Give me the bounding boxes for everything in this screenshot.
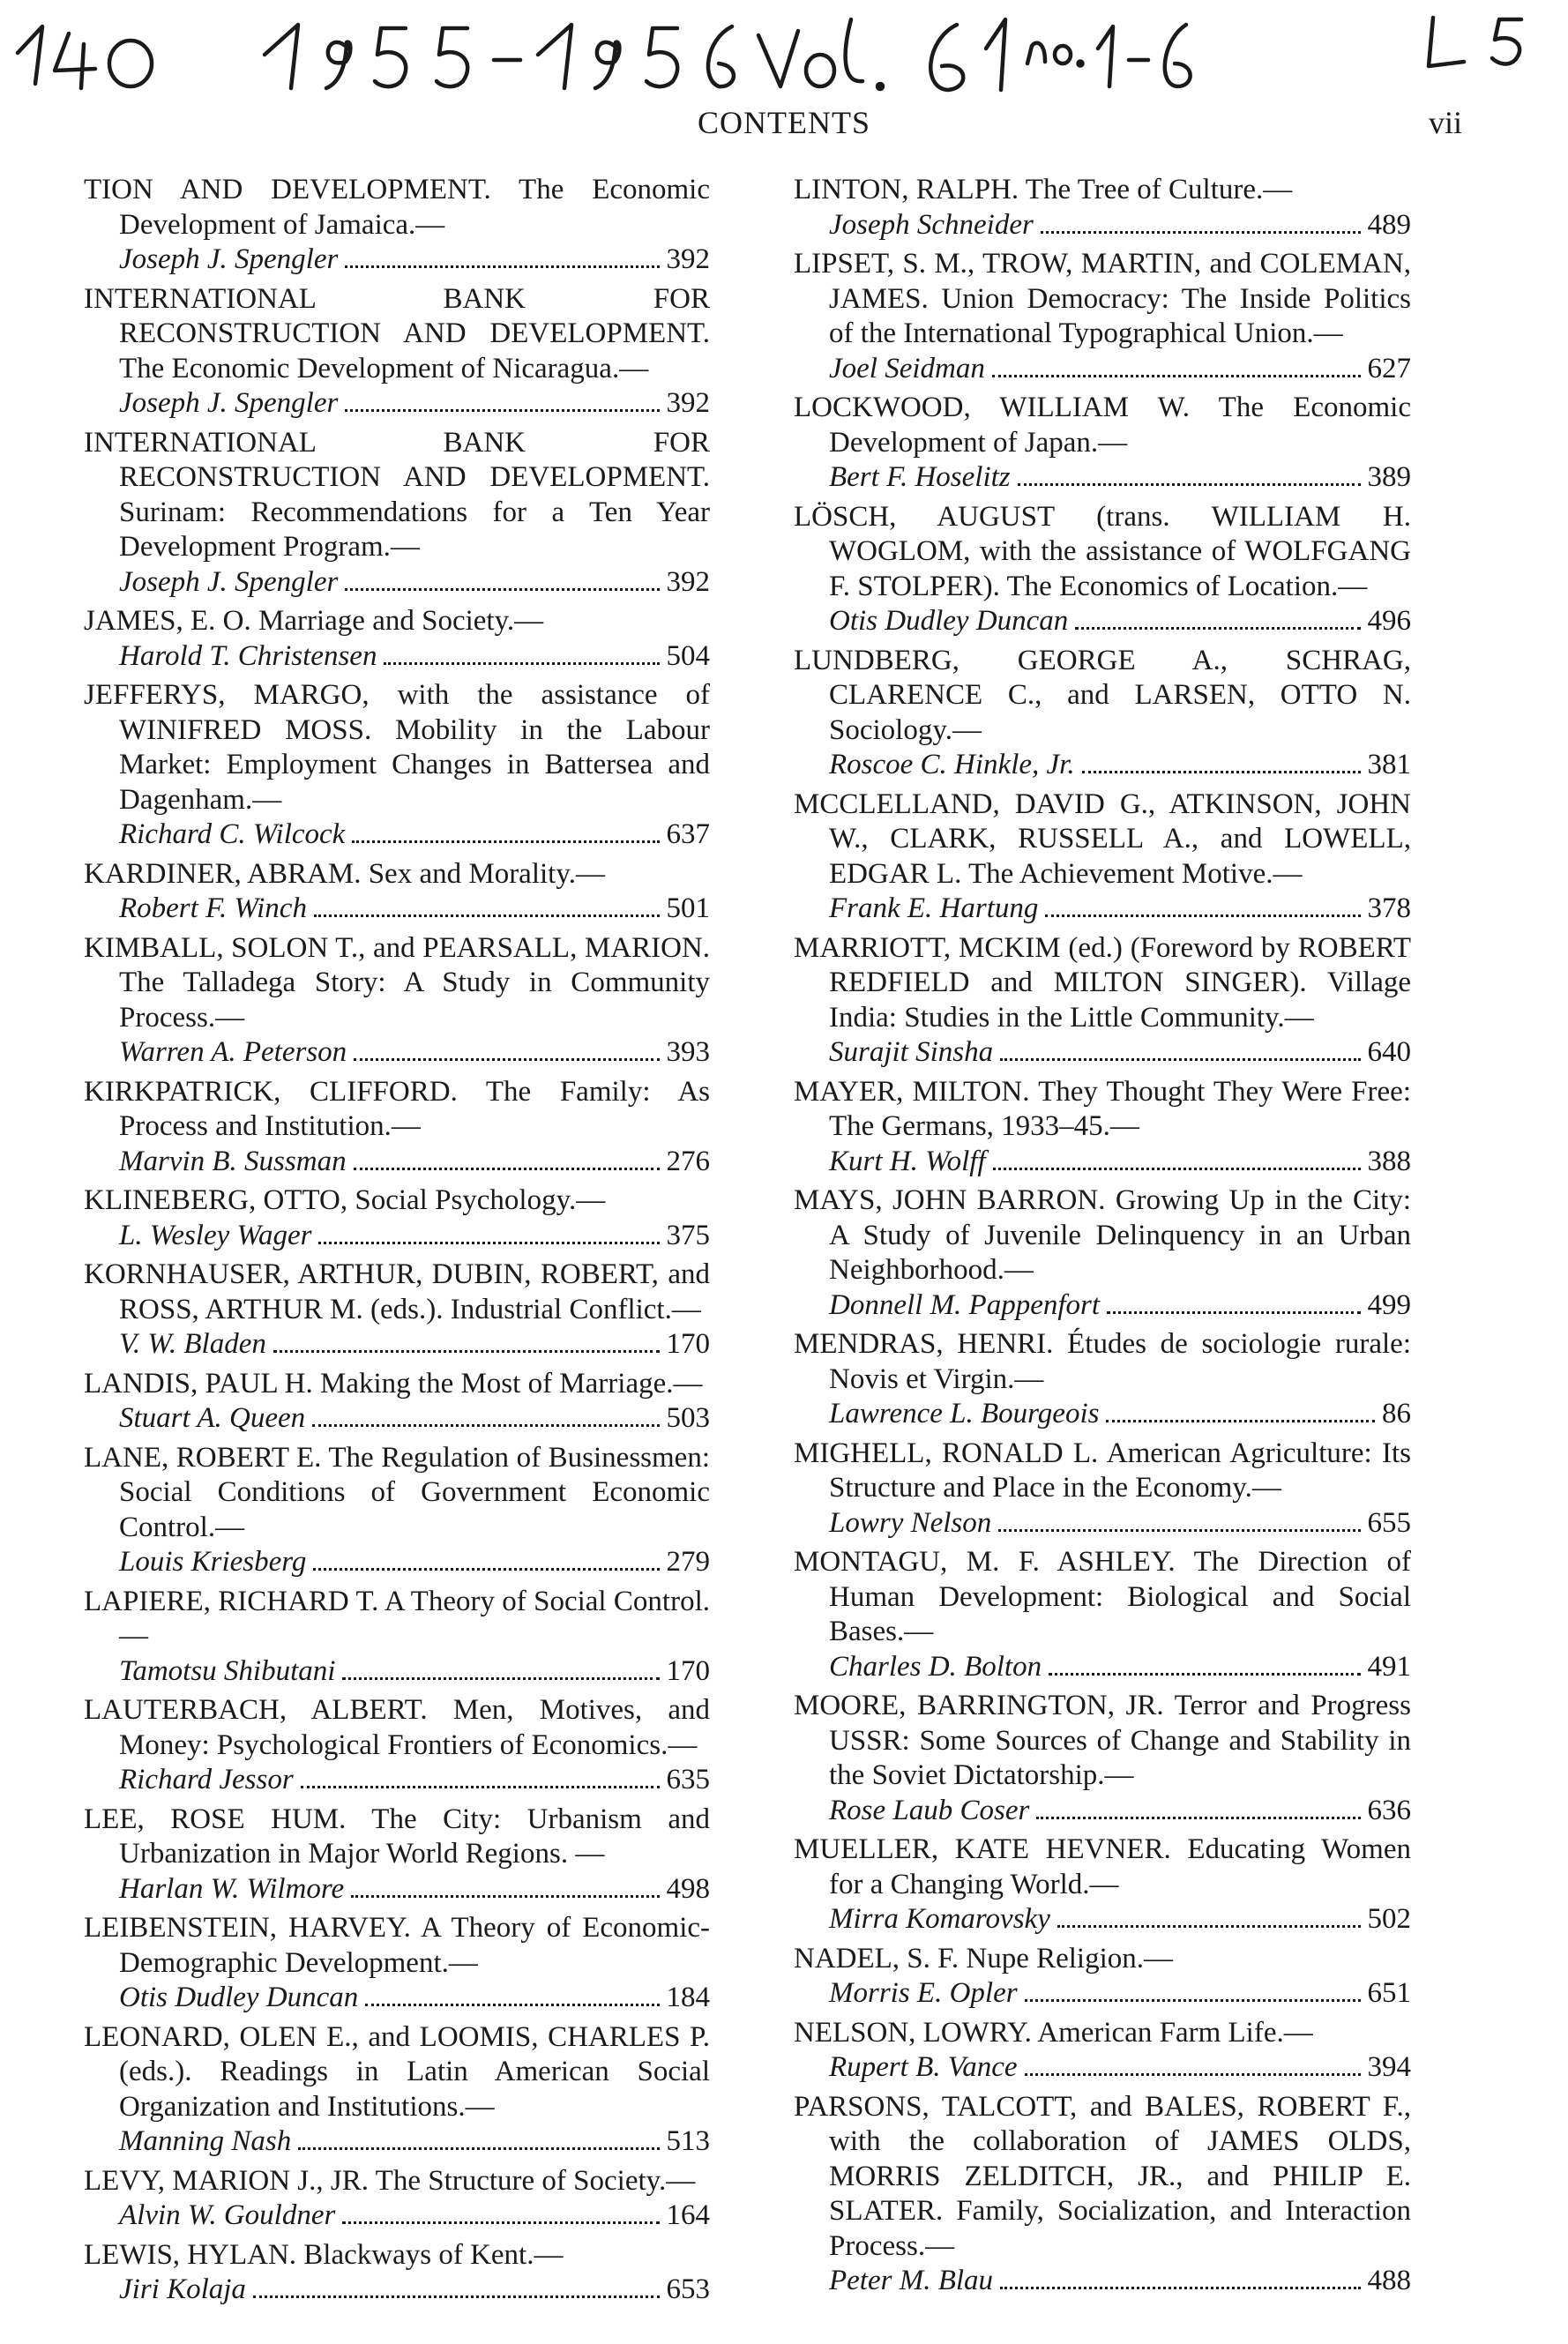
- entry-reviewer-line: [119, 1327, 710, 1362]
- running-title: CONTENTS: [698, 105, 870, 140]
- entry-reviewer-line: [829, 352, 1411, 387]
- entry-title: KLINEBERG, OTTO, Social Psychology.—: [84, 1184, 606, 1216]
- entry-reviewer-line: [119, 386, 710, 422]
- index-entry: [84, 282, 710, 422]
- index-entry: [84, 1585, 710, 1690]
- entry-reviewer-line: [119, 892, 710, 927]
- entry-reviewer-line: [119, 565, 710, 601]
- entry-reviewer: Rose Laub Coser: [829, 1794, 1030, 1826]
- entry-title: MONTAGU, M. F. ASHLEY. The Direction of Human Development: Biological and Social Bases.—: [794, 1546, 1411, 1647]
- entry-title: LOCKWOOD, WILLIAM W. The Economic Development of Japan.—: [794, 392, 1411, 459]
- entry-reviewer-line: [119, 2273, 710, 2308]
- entry-title: LUNDBERG, GEORGE A., SCHRAG, CLARENCE C., and LARSEN, OTTO N. Sociology.—: [794, 644, 1411, 746]
- entry-reviewer: Bert F. Hoselitz: [829, 461, 1011, 493]
- entry-reviewer-line: [119, 1545, 710, 1580]
- entry-page-number: 501: [666, 892, 710, 924]
- entry-reviewer-line: [829, 208, 1411, 243]
- page-number: vii: [1428, 105, 1462, 140]
- index-entry: [84, 604, 710, 674]
- entry-title: MOORE, BARRINGTON, JR. Terror and Progress USSR: Some Sources of Change and Stability in the Soviet Dictatorship.—: [794, 1690, 1411, 1791]
- entry-reviewer-line: [119, 1981, 710, 2016]
- dot-leader: [273, 1350, 660, 1353]
- entry-reviewer-line: [829, 1650, 1411, 1685]
- index-entry: [84, 857, 710, 927]
- entry-reviewer-line: [829, 2264, 1411, 2299]
- entry-reviewer-line: [119, 1145, 710, 1180]
- dot-leader: [1041, 231, 1361, 234]
- dot-leader: [342, 2221, 659, 2224]
- entry-page-number: 392: [666, 243, 710, 275]
- dot-leader: [301, 1786, 660, 1788]
- index-entry: [84, 2020, 710, 2160]
- index-entry: [84, 1258, 710, 1362]
- entry-reviewer-line: [119, 1872, 710, 1907]
- dot-leader: [345, 409, 659, 412]
- entry-title: MIGHELL, RONALD L. American Agriculture: Its Structure and Place in the Economy.—: [794, 1437, 1411, 1504]
- entry-title: LAUTERBACH, ALBERT. Men, Motives, and Money: Psychological Frontiers of Economics.—: [84, 1694, 710, 1761]
- index-entry: [794, 1833, 1411, 1937]
- entry-page-number: 499: [1367, 1288, 1411, 1321]
- entry-reviewer: Richard C. Wilcock: [119, 818, 346, 850]
- entry-reviewer: Morris E. Opler: [829, 1977, 1018, 2009]
- index-entry: [794, 2090, 1411, 2299]
- entry-page-number: 170: [666, 1328, 710, 1360]
- index-entry: [794, 1183, 1411, 1323]
- entry-title: KIRKPATRICK, CLIFFORD. The Family: As Process and Institution.—: [84, 1075, 710, 1142]
- entry-reviewer: Tamotsu Shibutani: [119, 1654, 336, 1687]
- entry-reviewer-line: [829, 604, 1411, 639]
- entry-reviewer: Joel Seidman: [829, 352, 985, 384]
- dot-leader: [354, 1058, 659, 1061]
- dot-leader: [313, 1568, 659, 1571]
- entry-page-number: 491: [1367, 1650, 1411, 1683]
- entry-page-number: 86: [1382, 1398, 1411, 1430]
- entry-title: LEE, ROSE HUM. The City: Urbanism and Urbanization in Major World Regions. —: [84, 1803, 710, 1870]
- entry-reviewer-line: [829, 460, 1411, 496]
- dot-leader: [998, 1529, 1360, 1532]
- entry-page-number: 184: [666, 1982, 710, 2013]
- entry-reviewer: Lowry Nelson: [829, 1506, 992, 1539]
- dot-leader: [1000, 1058, 1360, 1061]
- entry-reviewer-line: [829, 1397, 1411, 1432]
- entry-page-number: 513: [666, 2125, 710, 2157]
- entry-title: LÖSCH, AUGUST (trans. WILLIAM H. WOGLOM, with the assistance of WOLFGANG F. STOLPER). The Economics of Location.—: [794, 500, 1411, 602]
- entry-page-number: 394: [1367, 2051, 1411, 2083]
- entry-reviewer-line: [119, 1401, 710, 1437]
- entry-page-number: 378: [1367, 892, 1411, 924]
- entry-page-number: 393: [666, 1036, 710, 1068]
- dot-leader: [352, 840, 659, 843]
- index-entry: [794, 391, 1411, 496]
- entry-reviewer: Frank E. Hartung: [829, 892, 1039, 924]
- entry-page-number: 627: [1367, 352, 1411, 384]
- index-entry: [794, 1545, 1411, 1684]
- dot-leader: [345, 265, 659, 268]
- entry-reviewer: Marvin B. Sussman: [119, 1145, 347, 1177]
- entry-page-number: 381: [1367, 749, 1411, 780]
- index-entry: [794, 1689, 1411, 1828]
- index-entry: [794, 1942, 1411, 2012]
- dot-leader: [993, 1168, 1361, 1170]
- entry-title: JAMES, E. O. Marriage and Society.—: [84, 605, 544, 637]
- entry-reviewer-line: [829, 1145, 1411, 1180]
- entry-title: INTERNATIONAL BANK FOR RECONSTRUCTION AND DEVELOPMENT. The Economic Development of Nicaragua.—: [84, 282, 710, 384]
- entry-page-number: 496: [1367, 605, 1411, 637]
- entry-page-number: 170: [666, 1654, 710, 1687]
- index-entry: [84, 1441, 710, 1580]
- entry-title: PARSONS, TALCOTT, and BALES, ROBERT F., with the collaboration of JAMES OLDS, MORRIS ZELDITCH, JR., and PHILIP E. SLATER. Family, Socialization, and Interaction Process.—: [794, 2090, 1411, 2262]
- entry-reviewer: Kurt H. Wolff: [829, 1145, 986, 1177]
- entry-reviewer-line: [829, 1288, 1411, 1324]
- entry-title: MAYS, JOHN BARRON. Growing Up in the City: A Study of Juvenile Delinquency in an Urban Neighborhood.—: [794, 1184, 1411, 1286]
- index-entry: [84, 678, 710, 853]
- dot-leader: [1049, 1673, 1360, 1676]
- entry-reviewer: L. Wesley Wager: [119, 1219, 312, 1251]
- entry-reviewer: Warren A. Peterson: [119, 1036, 347, 1068]
- entry-page-number: 640: [1367, 1036, 1411, 1068]
- entry-page-number: 636: [1367, 1794, 1411, 1826]
- entry-reviewer-line: [119, 2198, 710, 2234]
- index-entry: [84, 1075, 710, 1180]
- entry-page-number: 164: [666, 2199, 710, 2231]
- entry-reviewer: V. W. Bladen: [119, 1328, 266, 1360]
- dot-leader: [354, 1168, 660, 1170]
- entry-page-number: 504: [666, 639, 710, 672]
- index-entry: [84, 1803, 710, 1907]
- index-entry: [84, 426, 710, 601]
- dot-leader: [1045, 914, 1360, 917]
- dot-leader: [253, 2295, 660, 2298]
- entry-reviewer-line: [829, 748, 1411, 783]
- dot-leader: [1107, 1311, 1360, 1314]
- entry-title: MENDRAS, HENRI. Études de sociologie rurale: Novis et Virgin.—: [794, 1328, 1411, 1395]
- index-entry: [794, 644, 1411, 783]
- dot-leader: [312, 1424, 659, 1427]
- entry-title: KARDINER, ABRAM. Sex and Morality.—: [84, 857, 605, 890]
- entry-reviewer: Harold T. Christensen: [119, 639, 377, 672]
- dot-leader: [1025, 2073, 1361, 2076]
- entry-reviewer-line: [119, 2124, 710, 2160]
- entry-reviewer-line: [119, 1654, 710, 1690]
- entry-title: KORNHAUSER, ARTHUR, DUBIN, ROBERT, and ROSS, ARTHUR M. (eds.). Industrial Conflict.—: [84, 1258, 710, 1325]
- entry-title: NELSON, LOWRY. American Farm Life.—: [794, 2016, 1313, 2049]
- index-entry: [794, 931, 1411, 1071]
- dot-leader: [384, 662, 659, 665]
- entry-page-number: 392: [666, 565, 710, 598]
- index-entry: [794, 1437, 1411, 1542]
- entry-page-number: 488: [1367, 2265, 1411, 2296]
- dot-leader: [1025, 1999, 1361, 2002]
- entry-reviewer: Joseph J. Spengler: [119, 387, 339, 419]
- entry-title: MCCLELLAND, DAVID G., ATKINSON, JOHN W., CLARK, RUSSELL A., and LOWELL, EDGAR L. The Achievement Motive.—: [794, 788, 1411, 890]
- entry-title: LEVY, MARION J., JR. The Structure of Society.—: [84, 2164, 696, 2197]
- entry-reviewer-line: [829, 1976, 1411, 2012]
- entry-page-number: 498: [666, 1872, 710, 1905]
- entry-reviewer-line: [119, 243, 710, 278]
- entry-title: MUELLER, KATE HEVNER. Educating Women for a Changing World.—: [794, 1833, 1411, 1900]
- entry-title: MAYER, MILTON. They Thought They Were Free: The Germans, 1933–45.—: [794, 1075, 1411, 1142]
- entry-page-number: 389: [1367, 461, 1411, 493]
- dot-leader: [314, 914, 660, 917]
- dot-leader: [1000, 2287, 1360, 2289]
- entry-reviewer-line: [119, 817, 710, 853]
- entry-title: LEIBENSTEIN, HARVEY. A Theory of Economic-Demographic Development.—: [84, 1912, 710, 1979]
- index-entry: [84, 173, 710, 278]
- dot-leader: [345, 588, 659, 591]
- entry-reviewer-line: [829, 892, 1411, 927]
- entry-page-number: 375: [666, 1219, 710, 1251]
- index-column-right: [794, 173, 1411, 2303]
- entry-reviewer: Otis Dudley Duncan: [119, 1982, 359, 2013]
- entry-reviewer: Stuart A. Queen: [119, 1402, 306, 1434]
- entry-reviewer: Rupert B. Vance: [829, 2051, 1018, 2083]
- entry-page-number: 655: [1367, 1506, 1411, 1539]
- entry-page-number: 392: [666, 387, 710, 419]
- dot-leader: [1036, 1817, 1360, 1819]
- entry-reviewer: Lawrence L. Bourgeois: [829, 1398, 1100, 1430]
- entry-reviewer-line: [829, 2050, 1411, 2086]
- dot-leader: [342, 1677, 659, 1680]
- entry-title: LAPIERE, RICHARD T. A Theory of Social Control.—: [84, 1585, 710, 1652]
- dot-leader: [1057, 1925, 1361, 1928]
- entry-title: LEONARD, OLEN E., and LOOMIS, CHARLES P. (eds.). Readings in Latin American Social Organization and Institutions.—: [84, 2020, 710, 2123]
- entry-title: INTERNATIONAL BANK FOR RECONSTRUCTION AND DEVELOPMENT. Surinam: Recommendations for a Ten Year Development Program.—: [84, 426, 710, 563]
- index-entry: [794, 788, 1411, 927]
- entry-reviewer: Joseph Schneider: [829, 208, 1034, 241]
- dot-leader: [1075, 627, 1360, 630]
- entry-page-number: 489: [1367, 208, 1411, 241]
- entry-reviewer: Charles D. Bolton: [829, 1650, 1042, 1683]
- dot-leader: [1106, 1420, 1375, 1422]
- index-entry: [84, 1367, 710, 1437]
- dot-leader: [318, 1242, 659, 1244]
- entry-reviewer-line: [119, 1219, 710, 1254]
- index-entry: [84, 1911, 710, 2016]
- entry-title: LANDIS, PAUL H. Making the Most of Marriage.—: [84, 1367, 703, 1400]
- index-entry: [84, 1183, 710, 1253]
- entry-reviewer: Peter M. Blau: [829, 2265, 994, 2296]
- entry-title: TION AND DEVELOPMENT. The Economic Development of Jamaica.—: [84, 174, 710, 241]
- entry-reviewer: Harlan W. Wilmore: [119, 1872, 345, 1905]
- entry-reviewer: Manning Nash: [119, 2125, 292, 2157]
- entry-reviewer: Robert F. Winch: [119, 892, 307, 924]
- index-entry: [794, 1327, 1411, 1432]
- index-entry: [84, 1693, 710, 1798]
- entry-page-number: 279: [666, 1546, 710, 1578]
- entry-title: KIMBALL, SOLON T., and PEARSALL, MARION. The Talladega Story: A Study in Community Process.—: [84, 931, 710, 1034]
- entry-reviewer: Louis Kriesberg: [119, 1546, 307, 1578]
- entry-reviewer-line: [829, 1902, 1411, 1937]
- entry-page-number: 503: [666, 1402, 710, 1434]
- index-entry: [794, 247, 1411, 386]
- handwritten-annotation: [0, 0, 1568, 97]
- entry-title: LEWIS, HYLAN. Blackways of Kent.—: [84, 2238, 564, 2271]
- index-entry: [84, 2238, 710, 2308]
- index-entry: [84, 931, 710, 1071]
- index-column-left: [84, 173, 710, 2312]
- entry-reviewer-line: [119, 1763, 710, 1798]
- index-entry: [84, 2164, 710, 2234]
- entry-reviewer: Joseph J. Spengler: [119, 243, 339, 275]
- dot-leader: [992, 375, 1361, 377]
- index-entry: [794, 1075, 1411, 1180]
- entry-page-number: 276: [666, 1145, 710, 1177]
- index-entry: [794, 2016, 1411, 2086]
- dot-leader: [1082, 771, 1361, 773]
- dot-leader: [298, 2147, 659, 2150]
- entry-title: MARRIOTT, MCKIM (ed.) (Foreword by ROBERT REDFIELD and MILTON SINGER). Village India: Studies in the Little Community.—: [794, 931, 1411, 1034]
- entry-title: LANE, ROBERT E. The Regulation of Businessmen: Social Conditions of Government Economic Control.—: [84, 1441, 710, 1543]
- entry-reviewer-line: [829, 1035, 1411, 1071]
- entry-reviewer: Donnell M. Pappenfort: [829, 1288, 1101, 1321]
- dot-leader: [1018, 483, 1361, 486]
- entry-page-number: 388: [1367, 1145, 1411, 1177]
- entry-reviewer: Otis Dudley Duncan: [829, 605, 1069, 637]
- entry-page-number: 637: [666, 818, 710, 850]
- entry-page-number: 635: [666, 1764, 710, 1795]
- entry-title: NADEL, S. F. Nupe Religion.—: [794, 1942, 1174, 1974]
- entry-reviewer: Richard Jessor: [119, 1764, 294, 1795]
- entry-reviewer: Mirra Komarovsky: [829, 1903, 1050, 1935]
- entry-reviewer-line: [829, 1794, 1411, 1829]
- entry-title: LINTON, RALPH. The Tree of Culture.—: [794, 174, 1293, 205]
- index-entry: [794, 500, 1411, 639]
- dot-leader: [365, 2004, 659, 2006]
- entry-reviewer: Joseph J. Spengler: [119, 565, 339, 598]
- index-entry: [794, 173, 1411, 243]
- entry-page-number: 651: [1367, 1977, 1411, 2009]
- entry-page-number: 502: [1367, 1903, 1411, 1935]
- entry-title: LIPSET, S. M., TROW, MARTIN, and COLEMAN, JAMES. Union Democracy: The Inside Politics of the International Typographical Union.—: [794, 248, 1411, 349]
- entry-reviewer: Alvin W. Gouldner: [119, 2199, 336, 2231]
- entry-reviewer: Jiri Kolaja: [119, 2273, 246, 2305]
- dot-leader: [351, 1895, 659, 1898]
- entry-reviewer-line: [829, 1506, 1411, 1542]
- entry-title: JEFFERYS, MARGO, with the assistance of WINIFRED MOSS. Mobility in the Labour Market: Employment Changes in Battersea and Dagenham.—: [84, 679, 710, 816]
- entry-reviewer: Surajit Sinsha: [829, 1036, 994, 1068]
- entry-reviewer-line: [119, 1035, 710, 1071]
- entry-page-number: 653: [666, 2273, 710, 2305]
- entry-reviewer-line: [119, 639, 710, 675]
- entry-reviewer: Roscoe C. Hinkle, Jr.: [829, 749, 1075, 780]
